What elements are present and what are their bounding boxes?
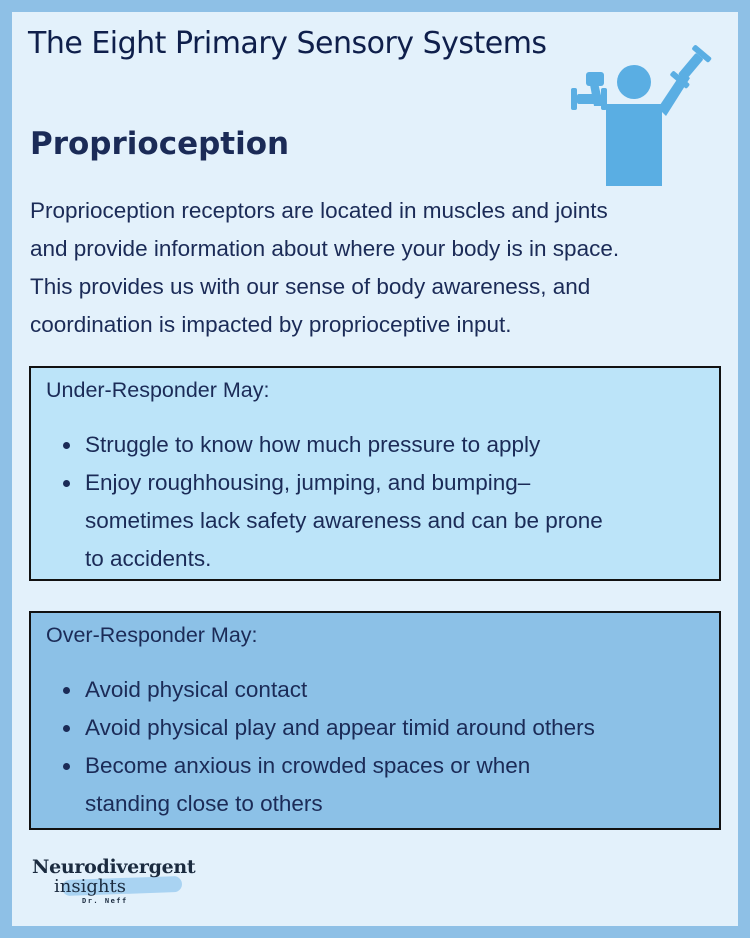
list-item-line: Struggle to know how much pressure to apply bbox=[85, 432, 541, 457]
over-responder-list bbox=[63, 671, 703, 823]
bullet-dot-icon bbox=[63, 480, 70, 487]
list-item-line: standing close to others bbox=[85, 791, 323, 816]
over-responder-box bbox=[29, 611, 721, 830]
list-item-line: Avoid physical contact bbox=[85, 677, 308, 702]
list-item bbox=[63, 709, 703, 747]
list-item bbox=[63, 464, 703, 578]
page-title: The Eight Primary Sensory Systems bbox=[28, 26, 547, 61]
list-item-line: Become anxious in crowded spaces or when bbox=[85, 753, 531, 778]
logo-line1: Neurodivergent bbox=[32, 856, 196, 878]
over-responder-title: Over-Responder May: bbox=[46, 623, 258, 647]
person-lifting-dumbbells-icon bbox=[566, 44, 718, 186]
intro-line: This provides us with our sense of body awareness, and bbox=[30, 274, 591, 299]
intro-line: and provide information about where your body is in space. bbox=[30, 236, 620, 261]
intro-paragraph bbox=[30, 192, 730, 344]
list-item-line: sometimes lack safety awareness and can be prone bbox=[85, 508, 603, 533]
bullet-dot-icon bbox=[63, 442, 70, 449]
under-responder-box bbox=[29, 366, 721, 581]
list-item bbox=[63, 671, 703, 709]
list-item bbox=[63, 426, 703, 464]
under-responder-list bbox=[63, 426, 703, 578]
list-item bbox=[63, 747, 703, 823]
intro-line: coordination is impacted by proprioceptive input. bbox=[30, 312, 512, 337]
under-responder-title: Under-Responder May: bbox=[46, 378, 270, 402]
section-heading: Proprioception bbox=[30, 126, 290, 162]
neurodivergent-insights-logo bbox=[32, 856, 202, 912]
list-item-line: Enjoy roughhousing, jumping, and bumping– bbox=[85, 470, 531, 495]
logo-line3: Dr. Neff bbox=[82, 897, 128, 905]
bullet-dot-icon bbox=[63, 687, 70, 694]
list-item-line: Avoid physical play and appear timid around others bbox=[85, 715, 595, 740]
logo-line2: insights bbox=[54, 876, 126, 897]
bullet-dot-icon bbox=[63, 763, 70, 770]
list-item-line: to accidents. bbox=[85, 546, 212, 571]
bullet-dot-icon bbox=[63, 725, 70, 732]
intro-line: Proprioception receptors are located in muscles and joints bbox=[30, 198, 608, 223]
